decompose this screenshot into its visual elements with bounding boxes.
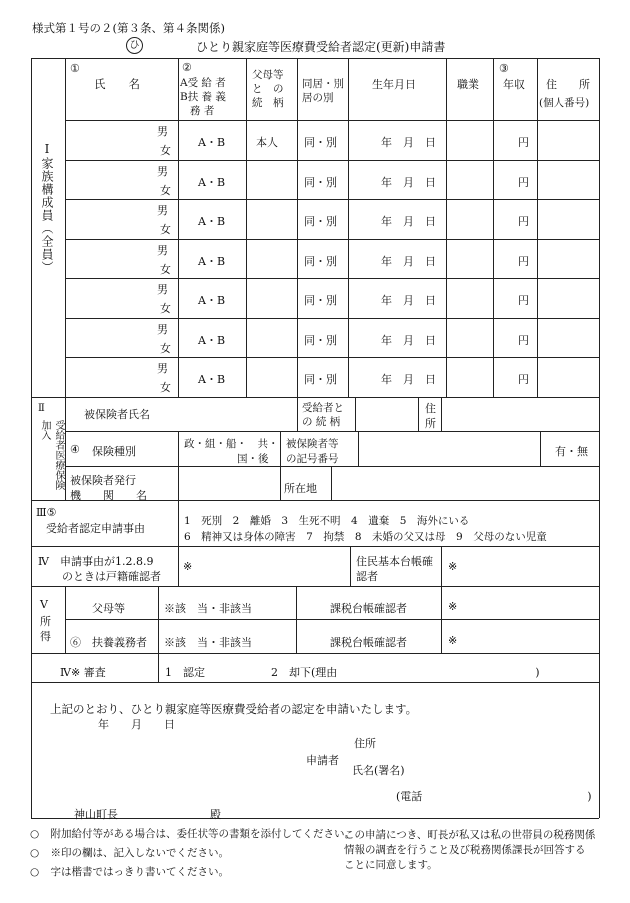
note-text: 附加給付等がある場合は、委任状等の書類を添付してください。: [50, 828, 356, 840]
grid-line: [178, 546, 179, 586]
grid-line: [65, 278, 599, 279]
grid-line: [348, 58, 349, 397]
family-section-label: Ⅰ家族構成員︵全員︶: [40, 142, 54, 274]
parent-tax-label: 課税台帳確認者: [330, 602, 407, 615]
grid-line: [296, 586, 297, 653]
reason-options-2: 6 精神又は身体の障害 7 拘禁 8 未婚の父又は母 9 父母のない児童: [184, 531, 547, 543]
gender-female: 女: [160, 381, 171, 394]
income-yen: 円: [518, 373, 529, 386]
birth-date: 年 月 日: [381, 136, 436, 149]
issuer-label-1: 被保険者発行: [70, 474, 136, 487]
note-3: [30, 864, 229, 879]
birth-date: 年 月 日: [381, 373, 436, 386]
relation-label-2: の 続 柄: [302, 416, 341, 428]
gender-male: 男: [157, 243, 168, 257]
cohabit-option: 同・別: [304, 175, 337, 189]
insurance-type-options-1: 政・組・船・ 共・: [184, 438, 279, 450]
grid-line: [65, 466, 599, 467]
ab-option: A・B: [198, 333, 226, 347]
ab-option: A・B: [198, 175, 226, 189]
grid-line: [493, 58, 494, 397]
income-yen: 円: [518, 294, 529, 307]
reason-options-1: 1 死別 2 離婚 3 生死不明 4 遺棄 5 海外にいる: [184, 515, 470, 527]
grid-line: [65, 120, 599, 121]
birth-date: 年 月 日: [381, 254, 436, 268]
grid-line: [355, 397, 356, 431]
cohabit-option: 同・別: [304, 136, 337, 149]
registry-label-1: Ⅳ 申請事由が1.2.8.9: [38, 555, 154, 568]
resident-registry-mark: ※: [448, 560, 458, 573]
grid-line: [65, 160, 599, 161]
symbol-number-label-1: 被保険者等: [286, 438, 339, 450]
consent-line-3: ことに同意します。: [344, 859, 438, 871]
income-yen: 円: [518, 215, 529, 228]
grid-line: [31, 546, 599, 547]
grid-line: [31, 58, 32, 818]
declaration-address: 住所: [354, 737, 376, 750]
grid-line: [331, 466, 332, 500]
title-mark: [126, 37, 143, 54]
gender-male: 男: [157, 125, 168, 138]
cohabit-header-2: 居の別: [302, 92, 334, 104]
support-tax-mark: ※: [448, 634, 458, 647]
consent-line-1: この申請につき、町長が私又は私の世帯員の税務関係: [344, 829, 596, 841]
ab-option: A・B: [198, 294, 226, 307]
gender-female: 女: [160, 341, 171, 355]
grid-line: [65, 199, 599, 200]
cohabit-option: 同・別: [304, 333, 337, 347]
income-yen: 円: [518, 254, 529, 268]
note-bullet: ○: [30, 828, 40, 840]
declaration-name-sign: 氏名(署名): [352, 764, 405, 777]
gender-male: 男: [157, 362, 168, 375]
gender-female: 女: [160, 223, 171, 236]
insurance-type-label: 保険種別: [92, 445, 136, 458]
support-tax-label: 課税台帳確認者: [330, 636, 407, 649]
insurance-type-options-2: 国・後: [237, 453, 269, 465]
page-title: ひとり親家庭等医療費受給者認定(更新)申請書: [196, 40, 446, 54]
grid-line: [31, 682, 599, 683]
grid-line: [178, 58, 179, 397]
grid-line: [65, 357, 599, 358]
grid-line: [537, 58, 538, 397]
grid-line: [178, 466, 179, 500]
gender-female: 女: [160, 302, 171, 315]
resident-registry-label-2: 認者: [356, 570, 378, 583]
job-header: 職業: [457, 78, 479, 91]
reason-label: 受給者認定申請事由: [46, 522, 145, 535]
gender-female: 女: [160, 262, 171, 276]
address-header: 住 所: [546, 78, 590, 91]
grid-line: [297, 58, 298, 397]
parent-tax-mark: ※: [448, 600, 458, 613]
grid-line: [65, 397, 66, 500]
grid-line: [441, 586, 442, 653]
support-check: ※該 当・非該当: [164, 636, 252, 649]
registry-label-2: のときは戸籍確認者: [62, 570, 161, 583]
issuer-label-2: 機 関 名: [70, 489, 147, 502]
support-label: ⑥ 扶養義務者: [70, 636, 147, 649]
grid-line: [31, 653, 599, 654]
cohabit-header-1: 同居・別: [302, 78, 344, 90]
gender-male: 男: [157, 322, 168, 336]
relationship: 本人: [256, 136, 278, 149]
birth-date: 年 月 日: [381, 175, 436, 189]
note-text: ※印の欄は、記入しないでください。: [50, 847, 230, 859]
birth-date: 年 月 日: [381, 333, 436, 347]
gender-male: 男: [157, 204, 168, 217]
note-2: [30, 845, 229, 860]
mayor-honorific: 殿: [210, 808, 221, 821]
income-header: 年収: [503, 78, 525, 91]
parent-label: 父母等: [92, 602, 125, 615]
title-mark-glyph: ひ: [126, 37, 143, 54]
note-text: 字は楷書ではっきり書いてください。: [50, 866, 230, 878]
insured-address-label-2: 所: [425, 417, 436, 430]
cohabit-option: 同・別: [304, 373, 337, 386]
grid-line: [441, 546, 442, 586]
grid-line: [31, 397, 599, 398]
grid-line: [280, 466, 281, 500]
grid-line: [65, 619, 599, 620]
grid-line: [418, 397, 419, 431]
grid-line: [297, 397, 298, 431]
yes-no-option: 有・無: [555, 445, 588, 458]
gender-male: 男: [157, 283, 168, 296]
insured-name-label: 被保険者氏名: [84, 408, 150, 421]
declaration-date: 年 月 日: [98, 718, 175, 731]
grid-line: [65, 58, 66, 397]
declaration-statement: 上記のとおり、ひとり親家庭等医療費受給者の認定を申請いたします。: [50, 702, 418, 716]
note-bullet: ○: [30, 866, 40, 878]
income-yen: 円: [518, 333, 529, 347]
grid-line: [65, 431, 599, 432]
income-section-1: Ⅴ: [40, 598, 48, 611]
cohabit-option: 同・別: [304, 215, 337, 228]
grid-line: [358, 431, 359, 466]
reason-number: Ⅲ⑤: [36, 506, 57, 519]
note-bullet: ○: [30, 847, 40, 859]
mayor-label: 神山町長: [74, 808, 118, 821]
grid-line: [65, 239, 599, 240]
cohabit-option: 同・別: [304, 294, 337, 307]
insurance-section-number: Ⅱ: [38, 403, 45, 414]
insured-address-label-1: 住: [425, 402, 436, 415]
grid-line: [446, 58, 447, 397]
consent-line-2: 情報の調査を行うこと及び税務関係課長が回答する: [344, 844, 586, 856]
grid-line: [65, 318, 599, 319]
ab-header-1: A受 給 者: [180, 77, 226, 89]
income-yen: 円: [518, 136, 529, 149]
income-yen: 円: [518, 175, 529, 189]
review-label: Ⅳ※ 審査: [60, 666, 106, 679]
rel-header-1: 父母等: [252, 69, 284, 81]
grid-line: [178, 500, 179, 546]
insurance-type-number: ④: [70, 443, 80, 456]
gender-male: 男: [157, 164, 168, 178]
grid-line: [441, 397, 442, 431]
birth-date: 年 月 日: [381, 294, 436, 307]
ab-option: A・B: [198, 373, 226, 386]
grid-line: [540, 431, 541, 466]
birth-date: 年 月 日: [381, 215, 436, 228]
relation-label-1: 受給者と: [302, 402, 344, 414]
address-subheader: (個人番号): [539, 97, 590, 109]
registry-mark: ※: [183, 560, 193, 573]
ab-option: A・B: [198, 254, 226, 268]
ab-header-2: B扶 養 義: [180, 91, 226, 103]
grid-line: [280, 431, 281, 466]
declaration-applicant: 申請者: [306, 754, 339, 767]
grid-line: [31, 58, 599, 59]
ab-option: A・B: [198, 136, 226, 149]
symbol-number-label-2: の記号番号: [286, 453, 339, 465]
birth-header: 生年月日: [372, 78, 416, 91]
issuer-location-label: 所在地: [284, 482, 317, 495]
ab-header-3: 務 者: [190, 105, 215, 117]
name-header: 氏 名: [94, 77, 140, 91]
income-section-3: 得: [40, 630, 51, 643]
ab-number: ②: [182, 61, 192, 74]
grid-line: [599, 58, 600, 818]
name-number: ①: [70, 62, 80, 75]
grid-line: [246, 58, 247, 397]
review-options: 1 認定 2 却下(理由 ): [165, 666, 540, 679]
insurance-section-label: 受給者医療保険加入: [39, 420, 64, 490]
declaration-phone: (電話 ): [396, 790, 592, 803]
resident-registry-label-1: 住民基本台帳確: [356, 555, 433, 568]
cohabit-option: 同・別: [304, 254, 337, 268]
rel-header-2: と の: [252, 83, 284, 95]
note-1: [30, 826, 355, 841]
rel-header-3: 続 柄: [252, 97, 284, 109]
ab-option: A・B: [198, 215, 226, 228]
grid-line: [31, 586, 599, 587]
gender-female: 女: [160, 183, 171, 197]
grid-line: [350, 546, 351, 586]
parent-check: ※該 当・非該当: [164, 602, 252, 615]
income-number: ③: [499, 62, 509, 75]
grid-line: [158, 586, 159, 653]
gender-female: 女: [160, 144, 171, 157]
form-number: 様式第１号の２(第３条、第４条関係): [32, 21, 225, 35]
grid-line: [158, 653, 159, 682]
grid-line: [178, 431, 179, 466]
income-section-2: 所: [40, 615, 51, 628]
